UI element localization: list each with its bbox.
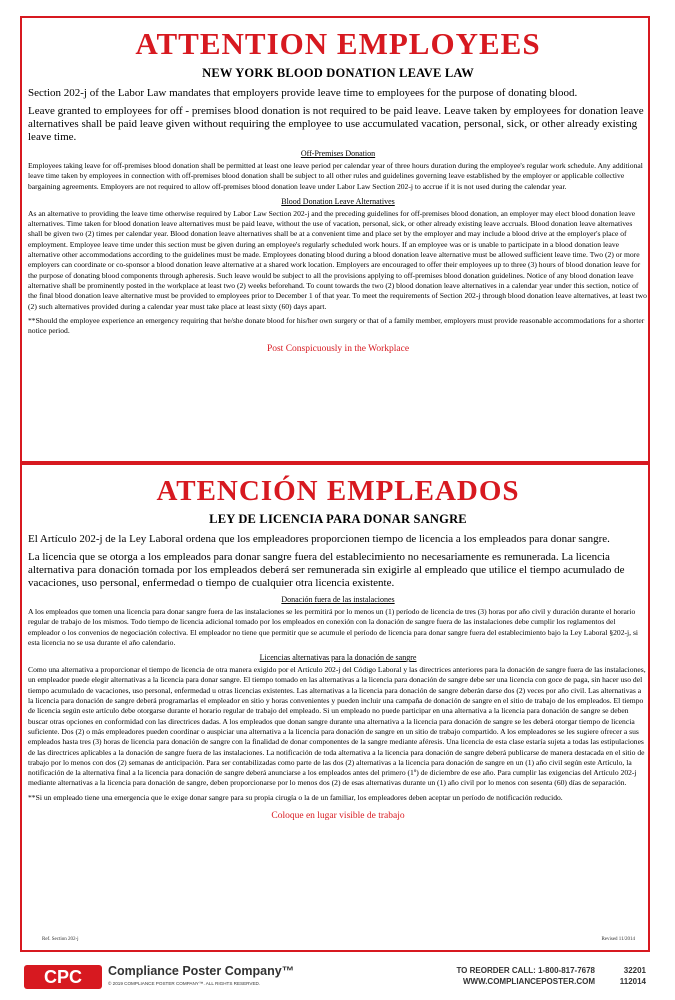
english-section2-title: Blood Donation Leave Alternatives bbox=[281, 196, 395, 206]
spanish-section1-text: A los empleados que tomen una licencia para donar sangre fuera de las instalaciones se les permitirá por lo menos un (1) período de licencia de tres (3) horas por año civil y duración durante el horario regular de trabajo de los mismos. Todo tiempo de licencia adicional tomado por los empleados en conexión con la donación de sangre fuera de las instalaciones debe cumplir los reglamentos del empleador o los convenios de negociación colectiva. El empleador no tiene que permitir que se acumule el período de licencia para donar sangre fuera del establecimiento bajo la Ley Laboral §202-j, si esta licencia no se usa durante el año calendario. bbox=[28, 607, 639, 647]
poster-code-2: 112014 bbox=[619, 977, 646, 986]
spanish-lead-2: La licencia que se otorga a los empleados para donar sangre fuera del establecimiento no necesariamente es remunerada. La licencia alternativa para donación tomada por los empleados deberá ser remunerada sin exigirle al empleado que utilice el tiempo acumulado de vacaciones, uso personal, enfermedad o tiempo de cualquier otra licencia existente. bbox=[28, 551, 625, 589]
poster-codes bbox=[604, 965, 646, 987]
company-name: Compliance Poster Company™ bbox=[108, 964, 295, 978]
cpc-logo-text: CPC bbox=[43, 967, 83, 987]
revision-line: Revised 11/2014 bbox=[601, 937, 635, 942]
english-section bbox=[28, 26, 648, 354]
cpc-logo bbox=[24, 965, 102, 989]
poster-code-1: 32201 bbox=[623, 966, 646, 975]
english-heading: ATTENTION EMPLOYEES bbox=[135, 26, 541, 61]
english-post-notice: Post Conspicuously in the Workplace bbox=[266, 343, 410, 354]
spanish-section1-title: Donación fuera de las instalaciones bbox=[281, 595, 395, 604]
section-divider bbox=[20, 461, 650, 465]
spanish-heading: ATENCIÓN EMPLEADOS bbox=[156, 475, 520, 507]
spanish-section bbox=[28, 474, 648, 821]
english-section2-text: As an alternative to providing the leave time otherwise required by Labor Law Section 202-j and the preceding guidelines for off-premises blood donation, an employer may elect blood donation leave alternatives. Time taken for blood donation leave alternatives must be paid leave, without the use of vacation, personal, sick, or other already existing leave accruals. Blood donation leave alternatives shall be given two (2) times per calendar year. Blood donation leave alternatives shall be at a convenient time and place set by the employer and may include a blood drive at the employer's place of employment. Employee leave time under this section must be given during an employee's regularly scheduled work hours. If an employee was or is unable to participate in a blood donation leave alternative other accommodations according to the guidelines must be made. Employees donating blood during a blood donation leave alternative must be allowed sufficient leave time. Two (2) or more employers can coordinate or co-sponsor a blood donation leave alternative at a shared work location. Employers are encouraged to offer their employees up to three (3) hours of blood donation leave for the purpose of donating blood components through apheresis. Such leave would be subject to all the provisions applying to off-premises blood donation guidelines. Notice of any blood donation leave alternative shall be prominently posted in the workplace at least two (2) weeks beforehand. To count towards the two (2) blood donation leave alternatives in a calendar year under this section, notice of the final blood donation leave alternative must be provided to employees prior to December 1 of that year. To meet the requirements of Section 202-j through blood donation leave alternatives, at least two (2) such alternatives provided during a calendar year must take place at least sixty (60) days apart. bbox=[28, 208, 647, 311]
spanish-subheading: LEY DE LICENCIA PARA DONAR SANGRE bbox=[209, 512, 467, 526]
english-lead-1: Section 202-j of the Labor Law mandates that employers provide leave time to employees for the purpose of donating blood. bbox=[28, 87, 578, 99]
spanish-footnote: **Si un empleado tiene una emergencia que le exige donar sangre para su propia cirugía o la de un familiar, los empleadores deben aceptar un período de notificación reducido. bbox=[28, 792, 563, 802]
english-lead-2: Leave granted to employees for off - premises blood donation is not required to be paid leave. Leave taken by employees for donation leave alternatives shall be paid leave given without requiring the employee to use accumulated vacation, personal, sick, or other already existing leave time. bbox=[28, 105, 644, 143]
english-section1-text: Employees taking leave for off-premises blood donation shall be permitted at least one leave period per calendar year of three hours duration during the employee's regular work schedule. Any additional leave time taken by employees in connection with off-premises blood donation shall be subject to all other rules and guidelines governing leave established by the employer or applicable collective bargaining agreements. Employers are not required to allow off-premises blood donation leave under Labor Law Section 202-j to accrue if it is not used during the calendar year. bbox=[28, 161, 643, 191]
spanish-section2-title: Licencias alternativas para la donación de sangre bbox=[259, 653, 417, 663]
english-section1-title: Off-Premises Donation bbox=[300, 149, 376, 158]
spanish-post-notice: Coloque en lugar visible de trabajo bbox=[271, 810, 405, 821]
footer bbox=[0, 957, 675, 1000]
reorder-phone: TO REORDER CALL: 1-800-817-7678 bbox=[456, 966, 595, 975]
reference-line: Ref. Section 202-j bbox=[42, 937, 79, 942]
copyright-text: © 2019 COMPLIANCE POSTER COMPANY™. ALL RIGHTS RESERVED. bbox=[108, 981, 261, 986]
reorder-info bbox=[425, 965, 595, 987]
english-subheading: NEW YORK BLOOD DONATION LEAVE LAW bbox=[202, 66, 474, 80]
spanish-lead-1: El Artículo 202-j de la Ley Laboral ordena que los empleadores proporcionen tiempo de licencia a los empleados para donar sangre. bbox=[28, 533, 610, 545]
reorder-website[interactable]: WWW.COMPLIANCEPOSTER.COM bbox=[463, 977, 595, 986]
english-footnote: **Should the employee experience an emergency requiring that he/she donate blood for his/her own surgery or that of a family member, employers must provide reasonable accommodations for a shorter notice period. bbox=[28, 315, 645, 335]
spanish-section2-text: Como una alternativa a proporcionar el tiempo de licencia de otra manera exigido por el Artículo 202-j del Código Laboral y las directrices anteriores para la donación de sangre fuera de las instalaciones, un empleador puede elegir alternativas a la licencia para donar sangre. El tiempo tomado en las alternativas a la licencia para donación de sangre debe ser una licencia con goce de paga, sin hacer uso del tiempo acumulado de vacaciones, uso personal, enfermedad u otras licencias existentes. Las alternativas a la licencia para donación de sangre deberán darse dos (2) veces por año civil. Las alternativas a la licencia para donación de sangre deberá programarlas el empleador en sitio y horas convenientes y pueden incluir una campaña de donación de sangre en el sitio de trabajo de los empleados. El tiempo de licencia según este artículo debe otorgarse durante el horario regular de trabajo del empleado. Si un empleado no puede participar en una alternativa a la licencia para donación de sangre se deben buscar otras opciones en conformidad con las directrices dadas. A los empleados que donan sangre durante una alternativa a la licencia para donación de sangre se les deberá otorgar tiempo de licencia suficiente. Dos (2) o más empleadores pueden coordinar o auspiciar una alternativa a la licencia para donación de sangre en un sitio de trabajo compartido. A los empleadores se les sugiere ofrecer a sus empleados hasta tres (3) horas de licencia para donación de sangre con la finalidad de donar componentes de la sangre mediante aféresis. Una licencia de esta clase estaría sujeta a todas las estipulaciones de las directrices aplicables a la donación de sangre fuera de las instalaciones. La notificación de toda alternativa a la licencia para donación de sangre deberá publicarse de manera destacada en el sitio de trabajo por lo menos con dos (2) semanas de anticipación. Para ser contabilizadas como parte de las dos (2) alternativas a la licencia para donación de sangre en un (1) año civil según este Artículo, la notificación de la alternativa final a la licencia para donación de sangre deberá anunciarse a los empleados antes del primero (1º) de diciembre de ese año. Para cumplir las exigencias del Artículo 202-j mediante alternativas a la licencia para donación de sangre, deben proporcionarse por lo menos dos (2) de esas alternativas durante un (1) año civil por lo menos con sesenta (60) días de separación. bbox=[28, 665, 646, 788]
